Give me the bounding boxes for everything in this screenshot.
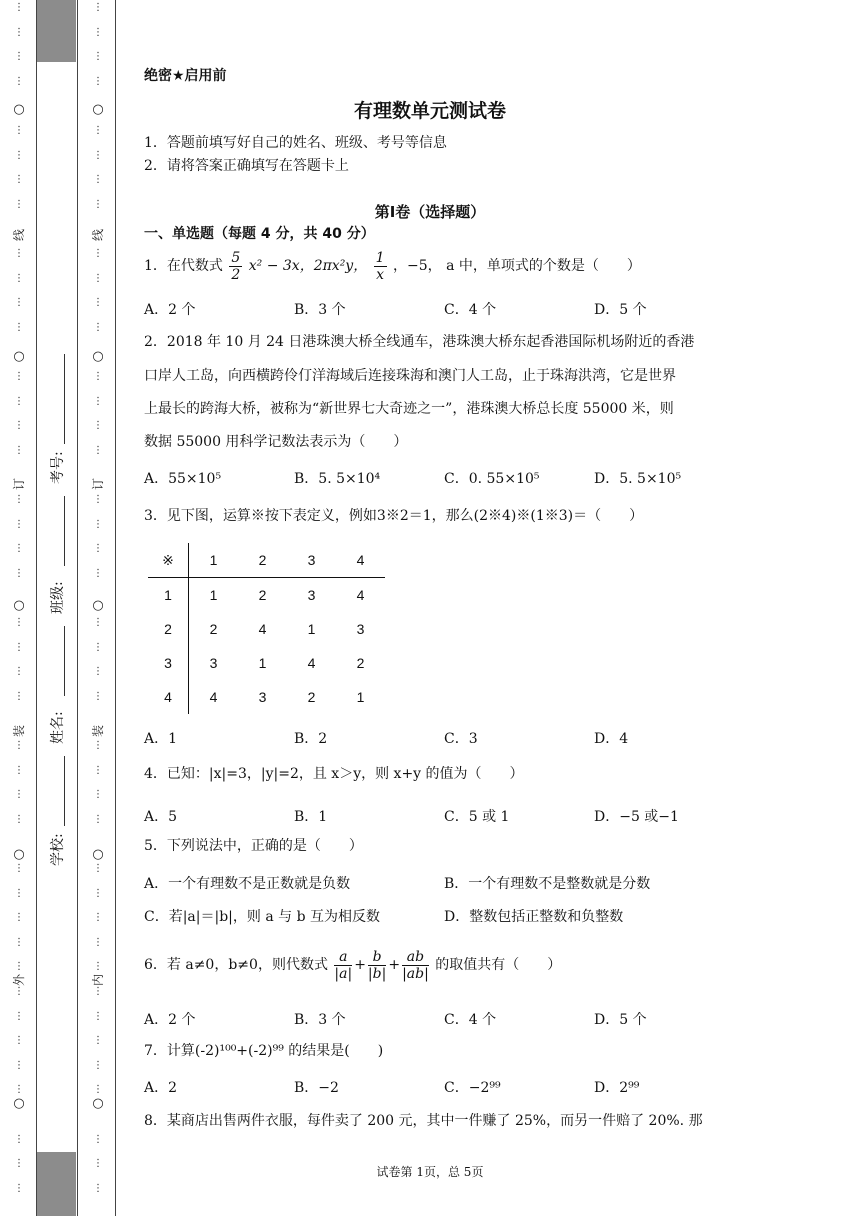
q6-fraction-1: $\frac{a}{|a|}$ [334, 948, 353, 982]
dot-leader: ⋮ [14, 273, 24, 284]
table-row: 2 2 4 1 3 [148, 612, 385, 646]
dot-leader: ⋮ [93, 420, 103, 431]
circle-mark-icon: ○ [13, 102, 25, 117]
dot-leader: ⋮ [14, 765, 24, 776]
q5-option-c[interactable]: C．若|a|＝|b|，则 a 与 b 互为相反数 [144, 909, 380, 925]
dot-leader: ⋮ [14, 174, 24, 185]
field-name-label: 姓名: [50, 711, 66, 744]
dot-leader: ⋮ [93, 863, 103, 874]
question-7: 7．计算(-2)¹⁰⁰+(-2)⁹⁹ 的结果是( ) [144, 1043, 384, 1059]
dot-leader: ⋮ [14, 642, 24, 653]
confidential-label: 绝密★启用前 [144, 68, 227, 84]
q6-fraction-3: $\frac{ab}{|ab|}$ [402, 948, 429, 982]
dot-leader: ⋮ [93, 1183, 103, 1194]
dot-leader: ⋮ [93, 1011, 103, 1022]
dot-leader: ⋮ [14, 888, 24, 899]
dot-leader: ⋮ [93, 543, 103, 554]
inner-mark: 线 [91, 229, 105, 242]
question-2-line-1: 2．2018 年 10 月 24 日港珠澳大桥全线通车，港珠澳大桥东起香港国际机场附近的香港 [144, 334, 695, 350]
q3-option-b[interactable]: B．2 [294, 731, 328, 747]
outer-mark: 装 [12, 725, 26, 738]
dot-leader: ⋮ [14, 371, 24, 382]
q2-option-c[interactable]: C．0. 55×10⁵ [444, 471, 540, 487]
page-footer: 试卷第 1页，总 5页 [376, 1165, 484, 1179]
dot-leader: ⋮ [14, 519, 24, 530]
dot-leader: ⋮ [93, 961, 103, 972]
dot-leader: ⋮ [14, 961, 24, 972]
q5-option-b[interactable]: B．一个有理数不是整数就是分数 [444, 876, 651, 892]
dot-leader: ⋮ [14, 125, 24, 136]
dot-leader: ⋮ [14, 1134, 24, 1145]
dot-leader: ⋮ [93, 150, 103, 161]
q6-option-c[interactable]: C．4 个 [444, 1012, 497, 1028]
q7-option-b[interactable]: B．−2 [294, 1080, 339, 1096]
outer-mark: 订 [12, 478, 26, 491]
q4-option-d[interactable]: D．−5 或−1 [594, 809, 679, 825]
dot-leader: ⋮ [14, 937, 24, 948]
operation-table [148, 543, 385, 714]
dot-leader: ⋮ [14, 494, 24, 505]
circle-mark-icon: ○ [92, 598, 104, 613]
dot-leader: ⋮ [14, 1035, 24, 1046]
binding-gray-top [37, 0, 76, 62]
dot-leader: ⋮ [93, 371, 103, 382]
dot-leader: ⋮ [93, 789, 103, 800]
q1-fraction-2: $\frac{1}{x}$ [375, 249, 385, 283]
dot-leader: ⋮ [93, 617, 103, 628]
circle-mark-icon: ○ [92, 1096, 104, 1111]
dot-leader: ⋮ [93, 125, 103, 136]
table-row: 3 3 1 4 2 [148, 646, 385, 680]
circle-mark-icon: ○ [13, 847, 25, 862]
question-5: 5．下列说法中，正确的是（ ） [144, 838, 363, 854]
table-row: 1 1 2 3 4 [148, 578, 385, 613]
instruction-1: 1．答题前填写好自己的姓名、班级、考号等信息 [144, 135, 447, 151]
dot-leader: ⋮ [93, 2, 103, 13]
dot-leader: ⋮ [14, 445, 24, 456]
binding-gray-bottom [37, 1152, 76, 1216]
dot-leader: ⋮ [14, 1060, 24, 1071]
dot-leader: ⋮ [14, 76, 24, 87]
question-1: 1．在代数式 $\frac{5}{2}$ x² − 3x，2πx²y， $\frac{1}{x}$ ，−5， a 中，单项式的个数是（ ） [144, 249, 641, 283]
dot-leader: ⋮ [14, 1183, 24, 1194]
dot-leader: ⋮ [93, 494, 103, 505]
binding-line-inner [115, 0, 116, 1216]
dot-leader: ⋮ [93, 765, 103, 776]
dot-leader: ⋮ [14, 322, 24, 333]
dot-leader: ⋮ [14, 420, 24, 431]
dot-leader: ⋮ [14, 1011, 24, 1022]
question-2-line-3: 上最长的跨海大桥，被称为“新世界七大奇迹之一”，港珠澳大桥总长度 55000 米，则 [144, 401, 674, 417]
dot-leader: ⋮ [14, 986, 24, 997]
q1-option-a[interactable]: A．2 个 [144, 302, 196, 318]
dot-leader: ⋮ [14, 863, 24, 874]
q1-fraction: $\frac{5}{2}$ [231, 249, 241, 283]
dot-leader: ⋮ [93, 1134, 103, 1145]
binding-line-right [77, 0, 78, 1216]
dot-leader: ⋮ [14, 814, 24, 825]
field-school-input[interactable] [64, 756, 65, 826]
dot-leader: ⋮ [93, 519, 103, 530]
field-name-input[interactable] [64, 626, 65, 696]
dot-leader: ⋮ [93, 1084, 103, 1095]
dot-leader: ⋮ [14, 789, 24, 800]
q5-option-d[interactable]: D．整数包括正整数和负整数 [444, 909, 624, 925]
q7-option-a[interactable]: A．2 [144, 1080, 178, 1096]
table-row: ※ 1 2 3 4 [148, 543, 385, 578]
circle-mark-icon: ○ [13, 349, 25, 364]
circle-mark-icon: ○ [13, 1096, 25, 1111]
dot-leader: ⋮ [14, 27, 24, 38]
dot-leader: ⋮ [14, 617, 24, 628]
dot-leader: ⋮ [14, 199, 24, 210]
inner-dot-column [91, 0, 103, 1216]
outer-dot-column [12, 0, 24, 1216]
q6-option-d[interactable]: D．5 个 [594, 1012, 647, 1028]
field-examno-label: 考号: [50, 451, 66, 484]
dot-leader: ⋮ [93, 322, 103, 333]
instruction-2: 2．请将答案正确填写在答题卡上 [144, 158, 349, 174]
q1-option-c[interactable]: C．4 个 [444, 302, 497, 318]
q7-option-d[interactable]: D．2⁹⁹ [594, 1080, 640, 1096]
dot-leader: ⋮ [93, 937, 103, 948]
inner-mark: 内 [91, 974, 105, 987]
dot-leader: ⋮ [14, 150, 24, 161]
outer-mark: 线 [12, 229, 26, 242]
q6-option-b[interactable]: B．3 个 [294, 1012, 346, 1028]
dot-leader: ⋮ [93, 888, 103, 899]
q4-option-c[interactable]: C．5 或 1 [444, 809, 510, 825]
q3-option-c[interactable]: C．3 [444, 731, 478, 747]
dot-leader: ⋮ [93, 297, 103, 308]
dot-leader: ⋮ [93, 986, 103, 997]
circle-mark-icon: ○ [92, 847, 104, 862]
q3-option-a[interactable]: A．1 [144, 731, 178, 747]
q7-option-c[interactable]: C．−2⁹⁹ [444, 1080, 501, 1096]
dot-leader: ⋮ [14, 568, 24, 579]
dot-leader: ⋮ [93, 51, 103, 62]
dot-leader: ⋮ [93, 1158, 103, 1169]
dot-leader: ⋮ [14, 543, 24, 554]
outer-mark: 外 [12, 974, 26, 987]
dot-leader: ⋮ [93, 1060, 103, 1071]
circle-mark-icon: ○ [13, 598, 25, 613]
dot-leader: ⋮ [93, 273, 103, 284]
question-4: 4．已知：|x|=3，|y|=2，且 x＞y，则 x+y 的值为（ ） [144, 766, 524, 782]
question-2-line-2: 口岸人工岛，向西横跨伶仃洋海域后连接珠海和澳门人工岛，止于珠海洪湾，它是世界 [144, 368, 676, 384]
q2-option-d[interactable]: D．5. 5×10⁵ [594, 471, 682, 487]
q3-option-d[interactable]: D．4 [594, 731, 629, 747]
dot-leader: ⋮ [14, 740, 24, 751]
dot-leader: ⋮ [14, 396, 24, 407]
field-class-label: 班级: [50, 581, 66, 614]
field-class-input[interactable] [64, 496, 65, 566]
dot-leader: ⋮ [93, 642, 103, 653]
dot-leader: ⋮ [93, 666, 103, 677]
dot-leader: ⋮ [93, 568, 103, 579]
dot-leader: ⋮ [14, 297, 24, 308]
dot-leader: ⋮ [93, 174, 103, 185]
q6-fraction-2: $\frac{b}{|b|}$ [367, 948, 387, 982]
field-school-label: 学校: [50, 833, 66, 866]
dot-leader: ⋮ [14, 1158, 24, 1169]
dot-leader: ⋮ [93, 445, 103, 456]
dot-leader: ⋮ [14, 1084, 24, 1095]
question-3: 3．见下图，运算※按下表定义，例如3※2＝1，那么(2※4)※(1※3)＝（ ） [144, 508, 644, 524]
binding-line-left [36, 0, 37, 1216]
inner-mark: 订 [91, 478, 105, 491]
dot-leader: ⋮ [93, 248, 103, 259]
page-title: 有理数单元测试卷 [353, 100, 506, 122]
dot-leader: ⋮ [14, 2, 24, 13]
q1-option-d[interactable]: D．5 个 [594, 302, 647, 318]
part-title: 一、单选题（每题 4 分，共 40 分） [144, 226, 375, 242]
dot-leader: ⋮ [93, 27, 103, 38]
q1-option-b[interactable]: B．3 个 [294, 302, 346, 318]
dot-leader: ⋮ [93, 76, 103, 87]
q2-option-a[interactable]: A．55×10⁵ [144, 471, 222, 487]
dot-leader: ⋮ [93, 199, 103, 210]
section-title: 第Ⅰ卷（选择题） [374, 203, 486, 221]
q4-option-a[interactable]: A．5 [144, 809, 178, 825]
inner-mark: 装 [91, 725, 105, 738]
question-8: 8．某商店出售两件衣服，每件卖了 200 元，其中一件赚了 25%，而另一件赔了 20%. 那 [144, 1113, 703, 1129]
question-2-line-4: 数据 55000 用科学记数法表示为（ ） [144, 434, 408, 450]
question-6: 6．若 a≠0，b≠0，则代数式 $\frac{a}{|a|}$ + $\frac{b}{|b|}$ + $\frac{ab}{|ab|}$ 的取值共有（ ） [144, 948, 562, 982]
field-examno-input[interactable] [64, 354, 65, 444]
q2-option-b[interactable]: B．5. 5×10⁴ [294, 471, 381, 487]
dot-leader: ⋮ [14, 691, 24, 702]
circle-mark-icon: ○ [92, 102, 104, 117]
q4-option-b[interactable]: B．1 [294, 809, 328, 825]
q5-option-a[interactable]: A．一个有理数不是正数就是负数 [144, 876, 351, 892]
dot-leader: ⋮ [93, 912, 103, 923]
dot-leader: ⋮ [93, 1035, 103, 1046]
dot-leader: ⋮ [93, 814, 103, 825]
q6-option-a[interactable]: A．2 个 [144, 1012, 196, 1028]
dot-leader: ⋮ [93, 691, 103, 702]
dot-leader: ⋮ [14, 666, 24, 677]
circle-mark-icon: ○ [92, 349, 104, 364]
dot-leader: ⋮ [93, 740, 103, 751]
dot-leader: ⋮ [14, 248, 24, 259]
dot-leader: ⋮ [14, 51, 24, 62]
table-row: 4 4 3 2 1 [148, 680, 385, 714]
dot-leader: ⋮ [93, 396, 103, 407]
dot-leader: ⋮ [14, 912, 24, 923]
